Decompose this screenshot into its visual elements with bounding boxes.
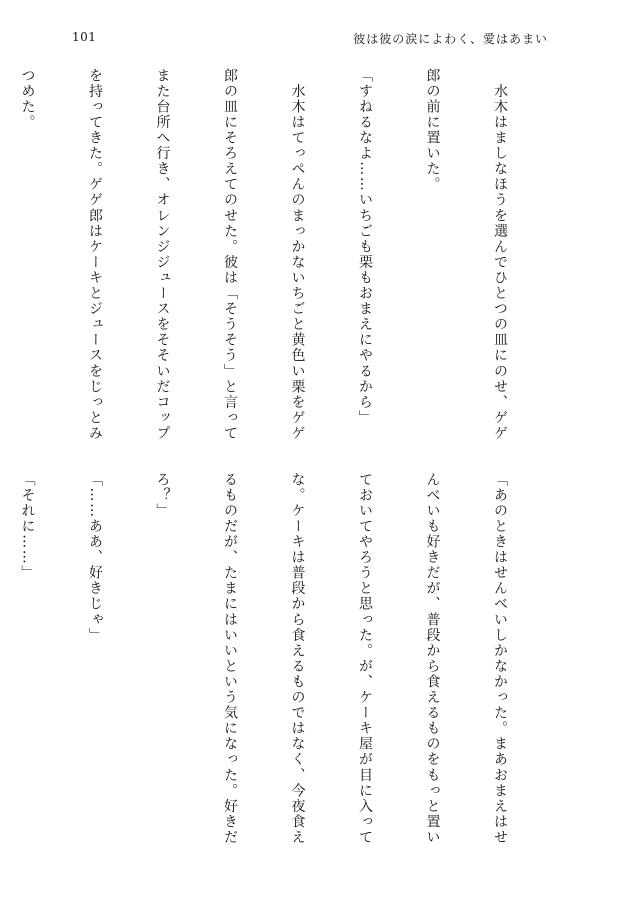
text-line: 「それに……」 (19, 472, 36, 581)
text-line: つめた。 (19, 68, 36, 131)
text-line: を持ってきた。ゲゲ郎はケーキとジュースをじっとみ (87, 68, 103, 442)
text-line: 水木はてっぺんのまっかないちごと黄色い栗をゲゲ (289, 68, 306, 442)
text-line: るものだが、たまにはいいという気になった。好きだ (222, 472, 238, 846)
text-block-upper (0, 68, 556, 463)
text-line: 郎の皿にそろえてのせた。彼は「そうそう」と言って (222, 68, 238, 442)
text-line: 「……ああ、好きじゃ」 (87, 472, 103, 644)
page-number: 101 (72, 30, 97, 44)
text-block-lower (0, 472, 556, 867)
text-line: また台所へ行き、オレンジジュースをそそいだコップ (154, 68, 171, 442)
text-line: んべいも好きだが、普段から食えるものをもっと置い (424, 472, 441, 846)
text-line: な。ケーキは普段から食えるものではなく、今夜食え (289, 472, 306, 846)
text-line: ろ？」 (154, 472, 171, 519)
text-line: 郎の前に置いた。 (424, 68, 441, 193)
text-line: 「あのときはせんべいしかなかった。まあおまえはせ (492, 472, 508, 846)
text-line: 「すねるなよ……いちごも栗もおまえにやるから」 (357, 68, 373, 426)
text-line: ておいてやろうと思った。が、ケーキ屋が目に入って (357, 472, 373, 846)
text-line: 水木はましなほうを選んでひとつの皿にのせ、ゲゲ (492, 68, 508, 442)
running-head: 彼は彼の涙によわく、愛はあまい (353, 32, 548, 46)
